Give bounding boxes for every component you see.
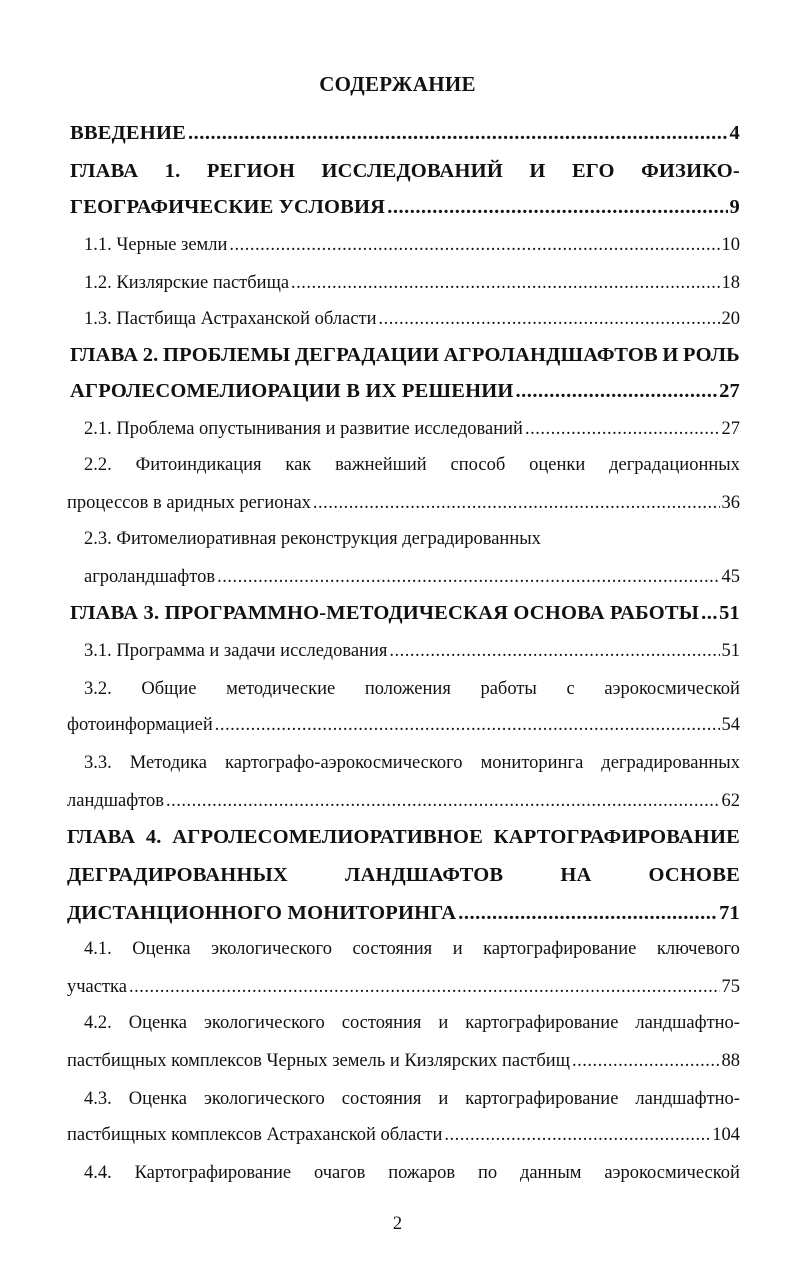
entry-title: участка <box>67 977 127 997</box>
word: ЛАНДШАФТОВ <box>344 864 504 886</box>
entry-page: 75 <box>721 977 740 997</box>
toc-entry-section-2-3-line-2[interactable] <box>84 562 740 592</box>
entry-title: АГРОЛЕСОМЕЛИОРАЦИИ В ИХ РЕШЕНИИ <box>70 380 514 402</box>
word: аэрокосмической <box>604 679 740 699</box>
toc-entry-section-2-2-line-2[interactable] <box>67 488 740 518</box>
entry-title: ГЛАВА 3. ПРОГРАММНО-МЕТОДИЧЕСКАЯ ОСНОВА РАБОТЫ <box>70 602 700 624</box>
entry-page: 9 <box>729 196 740 218</box>
entry-page: 36 <box>721 493 740 513</box>
entry-title: 1.1. Черные земли <box>84 235 228 255</box>
word: ДЕГРАДАЦИИ <box>294 344 440 366</box>
entry-page: 20 <box>721 309 740 329</box>
word: экологического <box>203 1013 325 1033</box>
dot-leader <box>387 192 727 222</box>
word: Картографирование <box>134 1163 292 1183</box>
toc-entry-section-4-3-line-2[interactable] <box>67 1120 740 1150</box>
word: деградационных <box>609 455 740 475</box>
word: 2.2. <box>84 455 112 475</box>
word: Общие <box>141 679 197 699</box>
toc-entry-section-3-3-line-2[interactable] <box>67 786 740 816</box>
word: мониторинга <box>480 753 584 773</box>
dot-leader <box>516 376 718 406</box>
word: 4.2. <box>84 1013 112 1033</box>
entry-page: 62 <box>721 791 740 811</box>
dot-leader <box>572 1046 720 1076</box>
word: и <box>438 1013 449 1033</box>
entry-title: ландшафтов <box>67 791 165 811</box>
entry-title: пастбищных комплексов Астраханской области <box>67 1125 443 1145</box>
word: Методика <box>129 753 207 773</box>
toc-entry-section-2-3-line-1[interactable] <box>84 524 740 554</box>
entry-title: 2.1. Проблема опустынивания и развитие исследований <box>84 419 523 439</box>
entry-title: 2.3. Фитомелиоративная реконструкция деградированных <box>84 529 541 549</box>
word: АГРОЛАНДШАФТОВ <box>443 344 658 366</box>
word: состояния <box>341 1013 422 1033</box>
word: экологического <box>203 1089 325 1109</box>
entry-title: фотоинформацией <box>67 715 213 735</box>
toc-entry-chapter-2-line-1[interactable] <box>70 340 740 370</box>
word: ИССЛЕДОВАНИЙ <box>321 160 503 182</box>
word: картографирование <box>465 1013 619 1033</box>
word: Оценка <box>128 1089 187 1109</box>
dot-leader <box>229 230 719 260</box>
dot-leader <box>389 636 719 666</box>
entry-title: 3.1. Программа и задачи исследования <box>84 641 388 661</box>
word: НА <box>560 864 592 886</box>
word: Оценка <box>132 939 191 959</box>
dot-leader <box>379 304 720 334</box>
entry-page: 27 <box>719 380 740 402</box>
word: по <box>477 1163 498 1183</box>
toc-entry-section-2-1[interactable] <box>84 414 740 444</box>
page-title: СОДЕРЖАНИЕ <box>319 72 476 96</box>
toc-entry-section-4-1-line-2[interactable] <box>67 972 740 1002</box>
toc-entry-section-3-3-line-1[interactable] <box>84 748 740 778</box>
dot-leader <box>217 562 719 592</box>
dot-leader <box>444 1120 710 1150</box>
word: ОСНОВЕ <box>648 864 740 886</box>
entry-page: 27 <box>721 419 740 439</box>
dot-leader <box>701 598 717 628</box>
word: Фитоиндикация <box>135 455 262 475</box>
word: картографирование <box>483 939 637 959</box>
word: и <box>438 1089 449 1109</box>
word: работы <box>480 679 537 699</box>
word: картографо-аэрокосмического <box>225 753 463 773</box>
word: ГЛАВА <box>70 160 139 182</box>
word: РОЛЬ <box>682 344 740 366</box>
word: 3.3. <box>84 753 112 773</box>
word: Оценка <box>128 1013 187 1033</box>
toc-entry-chapter-1-line-2[interactable] <box>70 192 740 222</box>
entry-page: 104 <box>712 1125 740 1145</box>
word: ПРОБЛЕМЫ <box>162 344 291 366</box>
word: ДЕГРАДИРОВАННЫХ <box>67 864 288 886</box>
word: важнейший <box>335 455 427 475</box>
word: состояния <box>352 939 433 959</box>
toc-entry-section-3-2-line-1[interactable] <box>84 674 740 704</box>
word: И <box>529 160 546 182</box>
word: И <box>662 344 679 366</box>
word: 4.4. <box>84 1163 112 1183</box>
toc-entry-section-4-4-line-1[interactable] <box>84 1158 740 1188</box>
toc-entry-section-4-2-line-2[interactable] <box>67 1046 740 1076</box>
dot-leader <box>129 972 720 1002</box>
entry-page: 45 <box>721 567 740 587</box>
toc-entry-section-3-2-line-2[interactable] <box>67 710 740 740</box>
toc-entry-section-1-3[interactable] <box>84 304 740 334</box>
entry-title: 1.3. Пастбища Астраханской области <box>84 309 377 329</box>
word: с <box>566 679 575 699</box>
toc-entry-section-3-1[interactable] <box>84 636 740 666</box>
toc-entry-section-4-2-line-1[interactable] <box>84 1008 740 1038</box>
word: данным <box>519 1163 582 1183</box>
entry-page: 51 <box>721 641 740 661</box>
toc-entry-chapter-4-line-1[interactable] <box>67 822 740 852</box>
toc-entry-section-4-3-line-1[interactable] <box>84 1084 740 1114</box>
dot-leader <box>215 710 720 740</box>
word: деградированных <box>601 753 740 773</box>
entry-page: 88 <box>721 1051 740 1071</box>
word: и <box>452 939 463 959</box>
dot-leader <box>291 268 719 298</box>
entry-page: 18 <box>721 273 740 293</box>
word: 3.2. <box>84 679 112 699</box>
word: ландшафтно- <box>635 1013 740 1033</box>
word: ГЛАВА <box>70 344 139 366</box>
toc-entry-chapter-1-line-1[interactable] <box>70 156 740 186</box>
toc-entry-chapter-4-line-3[interactable] <box>67 898 740 928</box>
entry-page: 71 <box>719 902 740 924</box>
word: ЕГО <box>571 160 615 182</box>
word: экологического <box>211 939 332 959</box>
entry-title: ГЕОГРАФИЧЕСКИЕ УСЛОВИЯ <box>70 196 386 218</box>
entry-page: 4 <box>729 122 740 144</box>
word: 1. <box>164 160 181 182</box>
word: положения <box>364 679 451 699</box>
word: 4. <box>145 826 162 848</box>
word: АГРОЛЕСОМЕЛИОРАТИВНОЕ <box>172 826 484 848</box>
toc-entry-intro[interactable] <box>70 118 740 148</box>
toc-entry-section-2-2-line-1[interactable] <box>84 450 740 480</box>
page-number: 2 <box>392 1214 403 1234</box>
dot-leader <box>166 786 719 816</box>
toc-entry-chapter-2-line-2[interactable] <box>70 376 740 406</box>
dot-leader <box>458 898 717 928</box>
word: ФИЗИКО- <box>641 160 740 182</box>
dot-leader <box>188 118 728 148</box>
word: 4.1. <box>84 939 112 959</box>
dot-leader <box>525 414 720 444</box>
word: РЕГИОН <box>206 160 296 182</box>
word: КАРТОГРАФИРОВАНИЕ <box>493 826 740 848</box>
word: 2. <box>142 344 159 366</box>
dot-leader <box>313 488 720 518</box>
word: ландшафтно- <box>635 1089 740 1109</box>
word: аэрокосмической <box>604 1163 740 1183</box>
entry-title: 1.2. Кизлярские пастбища <box>84 273 290 293</box>
word: оценки <box>529 455 586 475</box>
entry-title: процессов в аридных регионах <box>67 493 311 513</box>
toc-entry-section-4-1-line-1[interactable] <box>84 934 740 964</box>
entry-title: ДИСТАНЦИОННОГО МОНИТОРИНГА <box>67 902 457 924</box>
toc-entry-section-1-2[interactable] <box>84 268 740 298</box>
word: картографирование <box>465 1089 619 1109</box>
word: 4.3. <box>84 1089 112 1109</box>
entry-title: агроландшафтов <box>84 567 216 587</box>
word: состояния <box>341 1089 422 1109</box>
word: ключевого <box>656 939 740 959</box>
entry-title: ВВЕДЕНИЕ <box>70 122 186 144</box>
word: способ <box>450 455 506 475</box>
word: пожаров <box>388 1163 456 1183</box>
entry-title: пастбищных комплексов Черных земель и Кизлярских пастбищ <box>67 1051 570 1071</box>
entry-page: 10 <box>721 235 740 255</box>
word: методические <box>226 679 336 699</box>
entry-page: 51 <box>719 602 740 624</box>
word: как <box>285 455 312 475</box>
entry-page: 54 <box>721 715 740 735</box>
toc-entry-chapter-3[interactable] <box>70 598 740 628</box>
word: очагов <box>313 1163 366 1183</box>
toc-entry-section-1-1[interactable] <box>84 230 740 260</box>
toc-entry-chapter-4-line-2[interactable] <box>67 860 740 890</box>
word: ГЛАВА <box>67 826 136 848</box>
